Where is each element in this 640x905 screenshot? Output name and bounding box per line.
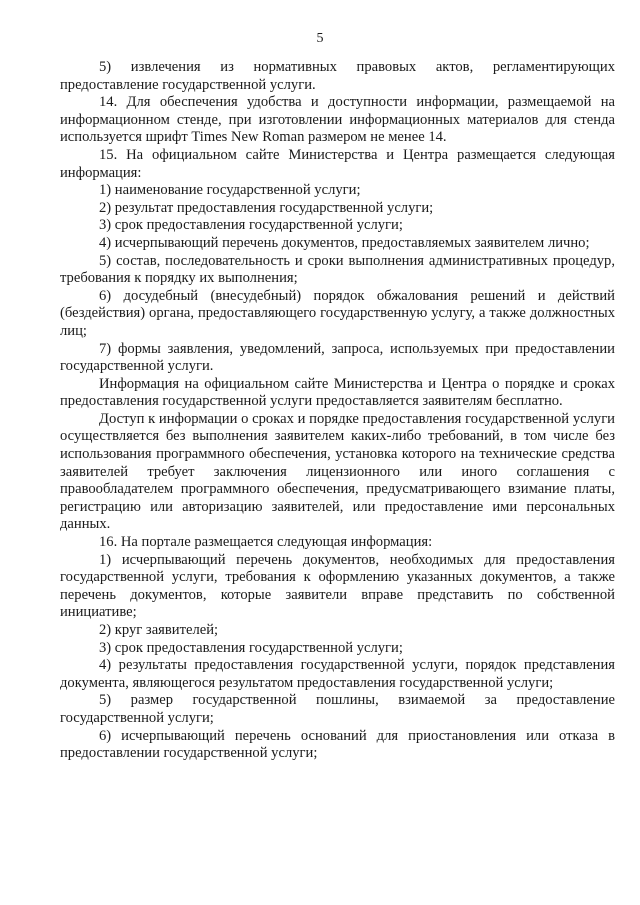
list-item-service-name: 1) наименование государственной услуги; (99, 182, 361, 199)
paragraph-14-stand-font: 14. Для обеспечения удобства и доступности информации, размещаемой на информационном стенде, при изготовлении информационных материалов для стенда используется шрифт Times New Roman размером не менее 14. (60, 94, 615, 146)
list-item-appeal-procedure: 6) досудебный (внесудебный) порядок обжалования решений и действий (бездействия) органа, предоставляющего государственную услугу, а также должностных лиц; (60, 287, 615, 339)
portal-item-applicants: 2) круг заявителей; (99, 622, 219, 638)
paragraph-free-information: Информация на официальном сайте Министерства и Центра о порядке и сроках предоставления государственной услуги предоставляется заявителям бесплатно. (60, 375, 615, 410)
paragraph-16-portal-info: 16. На портале размещается следующая информация: (99, 534, 433, 551)
portal-item-results: 4) результаты предоставления государственной услуги, порядок представления документа, являющегося результатом предоставления государственной услуги; (60, 657, 615, 691)
list-item-service-term: 3) срок предоставления государственной услуги; (99, 217, 403, 234)
portal-item-refusal-grounds: 6) исчерпывающий перечень оснований для приостановления или отказа в предоставлении государственной услуги; (60, 727, 615, 762)
list-item-procedures: 5) состав, последовательность и сроки выполнения административных процедур, требования к порядку их выполнения; (60, 252, 615, 287)
paragraph-access-conditions: Доступ к информации о сроках и порядке предоставления государственной услуги осуществляется без выполнения заявителем каких-либо требований, в том числе без использования программного обеспечения, установка которого на технические средства заявителей требует заключения лицензионного или иного соглашения с правообладателем программного обеспечения, предусматривающего взимание платы, регистрацию или авторизацию заявителей, или предоставление ими персональных данных. (60, 410, 615, 533)
list-item-forms: 7) формы заявления, уведомлений, запроса, используемых при предоставлении государственной услуги. (60, 340, 615, 375)
page-number: 5 (316, 31, 324, 46)
portal-item-state-fee: 5) размер государственной пошлины, взимаемой за предоставление государственной услуги; (60, 692, 615, 726)
portal-item-documents: 1) исчерпывающий перечень документов, необходимых для предоставления государственной услуги, требования к оформлению указанных документов, а также перечень документов, которые заявители вправе представить по собственной инициативе; (60, 551, 615, 621)
portal-item-term: 3) срок предоставления государственной услуги; (99, 639, 403, 656)
document-body (60, 59, 615, 763)
list-item-service-result: 2) результат предоставления государственной услуги; (99, 199, 434, 216)
list-item-documents-list: 4) исчерпывающий перечень документов, предоставляемых заявителем лично; (99, 234, 590, 251)
paragraph-regulatory-excerpts: 5) извлечения из нормативных правовых актов, регламентирующих предоставление государственной услуги. (60, 59, 615, 93)
paragraph-15-website-info: 15. На официальном сайте Министерства и Центра размещается следующая информация: (60, 146, 615, 181)
